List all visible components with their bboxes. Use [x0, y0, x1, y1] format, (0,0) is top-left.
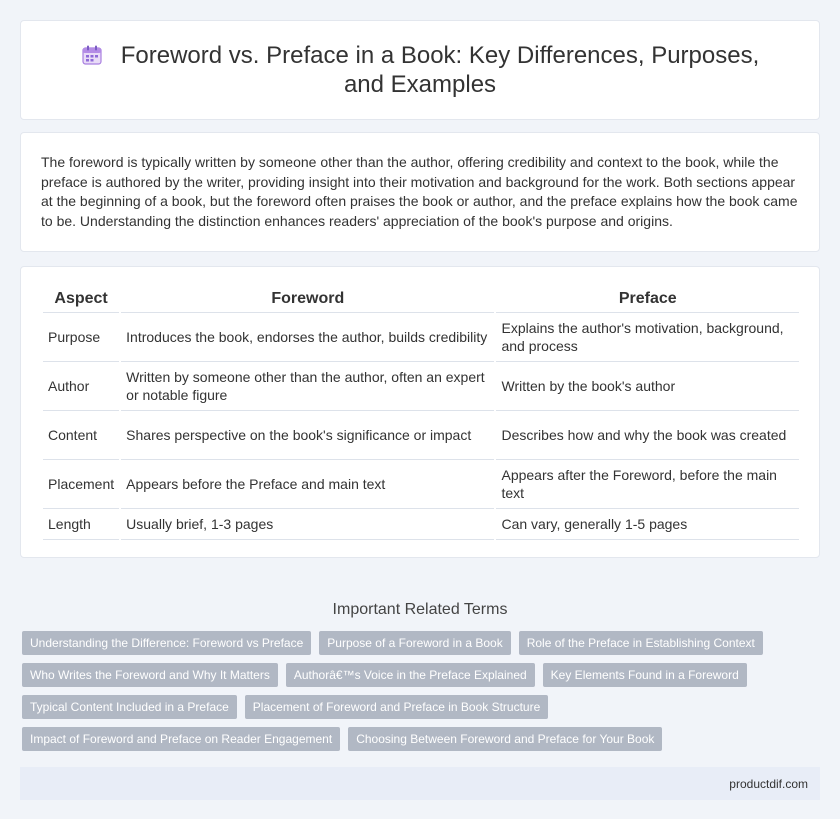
cell-preface: Appears after the Foreword, before the main text — [495, 459, 799, 508]
footer — [20, 767, 820, 800]
related-tag[interactable]: Understanding the Difference: Foreword vs Preface — [22, 631, 311, 655]
intro-card — [20, 132, 820, 252]
cell-preface: Explains the author's motivation, background, and process — [495, 312, 799, 361]
related-tag[interactable]: Impact of Foreword and Preface on Reader Engagement — [22, 727, 340, 751]
table-row — [43, 361, 799, 410]
comparison-table — [43, 287, 799, 540]
related-tag[interactable]: Role of the Preface in Establishing Context — [519, 631, 763, 655]
cell-foreword: Shares perspective on the book's significance or impact — [120, 410, 495, 459]
header-aspect: Aspect — [43, 287, 120, 312]
cell-aspect: Length — [43, 508, 120, 539]
related-terms-title: Important Related Terms — [332, 601, 508, 618]
intro-paragraph: The foreword is typically written by someone other than the author, offering credibility and context to the book, while the preface is authored by the writer, providing insight into their motivation and background for the work. Both sections appear at the beginning of a book, but the foreword often praises the book or author, and the preface explains how the book came to be. Understanding the distinction enhances readers' appreciation of the book's purpose and origins. — [41, 154, 798, 229]
related-tag[interactable]: Placement of Foreword and Preface in Book Structure — [245, 695, 548, 719]
cell-foreword: Written by someone other than the author, often an expert or notable figure — [120, 361, 495, 410]
cell-aspect: Content — [43, 410, 120, 459]
comparison-table-card — [20, 266, 820, 558]
cell-aspect: Purpose — [43, 312, 120, 361]
page-title-text: Foreword vs. Preface in a Book: Key Differences, Purposes, and Examples — [120, 42, 760, 98]
related-tag[interactable]: Who Writes the Foreword and Why It Matters — [22, 663, 278, 687]
cell-foreword: Usually brief, 1-3 pages — [120, 508, 495, 539]
cell-preface: Written by the book's author — [495, 361, 799, 410]
calendar-icon — [81, 44, 103, 66]
related-tag[interactable]: Choosing Between Foreword and Preface for Your Book — [348, 727, 662, 751]
footer-site-link[interactable]: productdif.com — [729, 776, 808, 791]
cell-aspect: Placement — [43, 459, 120, 508]
table-row — [43, 312, 799, 361]
cell-preface: Describes how and why the book was created — [495, 410, 799, 459]
related-terms-section — [0, 601, 840, 751]
table-header-row — [43, 287, 799, 312]
cell-foreword: Introduces the book, endorses the author, builds credibility — [120, 312, 495, 361]
related-tag[interactable]: Authorâ€™s Voice in the Preface Explained — [286, 663, 535, 687]
table-row — [43, 459, 799, 508]
cell-preface: Can vary, generally 1-5 pages — [495, 508, 799, 539]
table-row — [43, 410, 799, 459]
header-card — [20, 20, 820, 120]
cell-foreword: Appears before the Preface and main text — [120, 459, 495, 508]
cell-aspect: Author — [43, 361, 120, 410]
page-title — [61, 41, 779, 99]
related-tags — [22, 631, 822, 751]
related-tag[interactable]: Typical Content Included in a Preface — [22, 695, 237, 719]
table-row — [43, 508, 799, 539]
related-tag[interactable]: Purpose of a Foreword in a Book — [319, 631, 510, 655]
header-foreword: Foreword — [120, 287, 495, 312]
related-tag[interactable]: Key Elements Found in a Foreword — [543, 663, 747, 687]
header-preface: Preface — [495, 287, 799, 312]
